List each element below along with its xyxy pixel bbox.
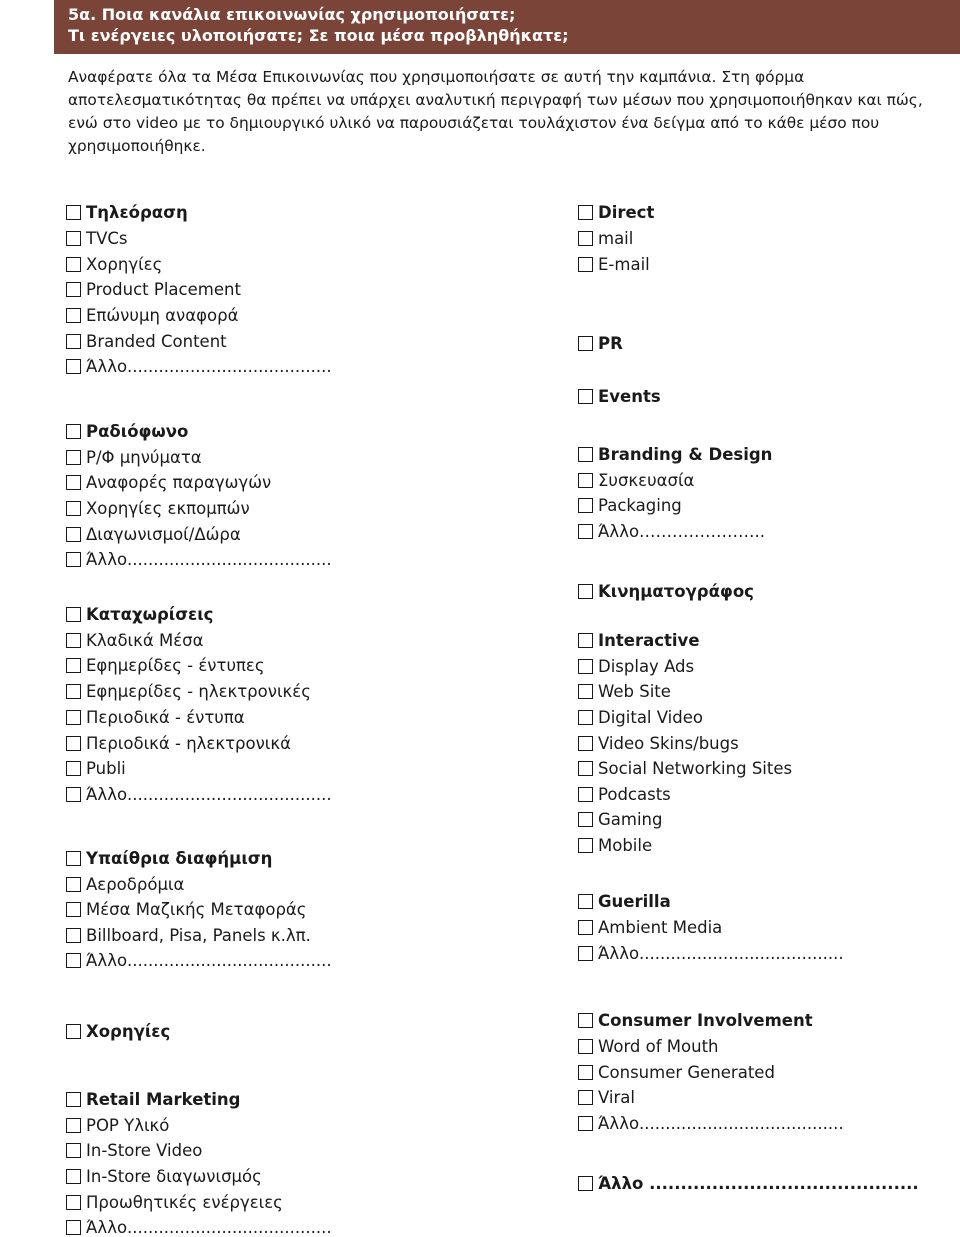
- media-option-checkbox[interactable]: [578, 758, 792, 778]
- media-option-checkbox[interactable]: [578, 495, 682, 515]
- checkbox-label: Επώνυμη αναφορά: [86, 305, 239, 325]
- checkbox-square[interactable]: [66, 1024, 81, 1039]
- checkbox-label: Χορηγίες εκπομπών: [86, 498, 250, 518]
- media-category-checkbox[interactable]: [66, 604, 213, 624]
- checkbox-label: Διαγωνισμοί/Δώρα: [86, 524, 241, 544]
- checkbox-label: Product Placement: [86, 279, 241, 299]
- media-option-checkbox[interactable]: [578, 1087, 635, 1107]
- checkbox-square[interactable]: [66, 953, 81, 968]
- checkbox-square[interactable]: [578, 389, 593, 404]
- checkbox-label: Αεροδρόμια: [86, 874, 185, 894]
- checkbox-square[interactable]: [66, 552, 81, 567]
- checkbox-label: Consumer Generated: [598, 1062, 775, 1082]
- checkbox-square[interactable]: [66, 633, 81, 648]
- checkbox-label: Συσκευασία: [598, 470, 695, 490]
- checkbox-label: Events: [598, 386, 661, 406]
- checkbox-label: Άλλο ...........................................: [598, 1173, 919, 1193]
- checkbox-label: Word of Mouth: [598, 1036, 719, 1056]
- checkbox-square[interactable]: [66, 1143, 81, 1158]
- checkbox-square[interactable]: [578, 447, 593, 462]
- checkbox-square[interactable]: [66, 1195, 81, 1210]
- checkbox-label: Τηλεόραση: [86, 202, 188, 222]
- media-option-checkbox[interactable]: [66, 784, 332, 804]
- checkbox-label: Άλλο.......................................: [86, 950, 332, 970]
- checkbox-label: Branding & Design: [598, 444, 773, 464]
- section-header: [54, 0, 960, 54]
- checkbox-square[interactable]: [66, 658, 81, 673]
- checkbox-square[interactable]: [578, 584, 593, 599]
- checkbox-label: mail: [598, 228, 634, 248]
- checkbox-square[interactable]: [578, 205, 593, 220]
- checkbox-square[interactable]: [578, 710, 593, 725]
- checkbox-label: In-Store Video: [86, 1140, 203, 1160]
- checkbox-label: Branded Content: [86, 331, 227, 351]
- media-option-checkbox[interactable]: [66, 254, 162, 274]
- checkbox-label: Viral: [598, 1087, 635, 1107]
- media-option-checkbox[interactable]: [578, 656, 694, 676]
- media-category-checkbox[interactable]: [66, 1021, 170, 1041]
- checkbox-label: Mobile: [598, 835, 653, 855]
- media-option-checkbox[interactable]: [66, 472, 271, 492]
- checkbox-square[interactable]: [578, 1039, 593, 1054]
- media-category-checkbox[interactable]: [66, 202, 188, 222]
- checkbox-label: TVCs: [86, 228, 128, 248]
- media-option-checkbox[interactable]: [578, 835, 652, 855]
- checkbox-square[interactable]: [66, 902, 81, 917]
- section-title-line-2: Τι ενέργειες υλοποιήσατε; Σε ποια μέσα προβληθήκατε;: [68, 26, 569, 45]
- checkbox-label: Περιοδικά - έντυπα: [86, 707, 245, 727]
- checkbox-label: Interactive: [598, 630, 700, 650]
- checkbox-square[interactable]: [578, 231, 593, 246]
- media-option-checkbox[interactable]: [66, 279, 241, 299]
- checkbox-square[interactable]: [66, 1169, 81, 1184]
- media-option-checkbox[interactable]: [66, 228, 127, 248]
- checkbox-label: Retail Marketing: [86, 1089, 241, 1109]
- checkbox-square[interactable]: [66, 450, 81, 465]
- checkbox-square[interactable]: [578, 812, 593, 827]
- checkbox-square[interactable]: [66, 761, 81, 776]
- media-option-checkbox[interactable]: [66, 1115, 169, 1135]
- checkbox-label: Άλλο…………………..: [598, 521, 766, 541]
- media-option-checkbox[interactable]: [66, 1217, 332, 1237]
- checkbox-label: Social Networking Sites: [598, 758, 793, 778]
- media-category-checkbox[interactable]: [578, 444, 772, 464]
- checkbox-label: Publi: [86, 758, 126, 778]
- media-option-checkbox[interactable]: [578, 470, 694, 490]
- media-category-checkbox[interactable]: [578, 1010, 813, 1030]
- checkbox-square[interactable]: [66, 527, 81, 542]
- checkbox-label: Κλαδικά Μέσα: [86, 630, 204, 650]
- checkbox-square[interactable]: [66, 424, 81, 439]
- media-option-checkbox[interactable]: [578, 254, 650, 274]
- checkbox-label: Άλλο.......................................: [86, 1217, 332, 1237]
- checkbox-label: Billboard, Pisa, Panels κ.λπ.: [86, 925, 311, 945]
- media-option-checkbox[interactable]: [578, 521, 765, 541]
- checkbox-label: Web Site: [598, 681, 671, 701]
- checkbox-square[interactable]: [66, 877, 81, 892]
- media-option-checkbox[interactable]: [578, 1036, 719, 1056]
- media-category-checkbox[interactable]: [578, 581, 754, 601]
- media-option-checkbox[interactable]: [578, 733, 739, 753]
- media-option-checkbox[interactable]: [66, 655, 265, 675]
- checkbox-square[interactable]: [578, 684, 593, 699]
- checkbox-label: Καταχωρίσεις: [86, 604, 214, 624]
- checkbox-square[interactable]: [578, 524, 593, 539]
- checkbox-label: Display Ads: [598, 656, 695, 676]
- media-category-checkbox[interactable]: [578, 202, 654, 222]
- checkbox-label: In-Store διαγωνισμός: [86, 1166, 262, 1186]
- checkbox-square[interactable]: [66, 787, 81, 802]
- instructions-paragraph: Αναφέρατε όλα τα Μέσα Επικοινωνίας που χρησιμοποιήσατε σε αυτή την καμπάνια. Στη φόρμα αποτελεσματικότητας θα πρέπει να υπάρχει αναλυτική περιγραφή των μέσων που χρησιμοποιήθηκαν και πώς, ενώ στο video με το δημιουργικό υλικό να παρουσιάζεται τουλάχιστον ένα δείγμα από το κάθε μέσο που χρησιμοποιήθηκε.: [68, 68, 923, 155]
- media-option-checkbox[interactable]: [66, 758, 126, 778]
- media-option-checkbox[interactable]: [66, 925, 311, 945]
- checkbox-label: Περιοδικά - ηλεκτρονικά: [86, 733, 291, 753]
- checkbox-label: Χορηγίες: [86, 254, 163, 274]
- checkbox-label: Άλλο.......................................: [598, 943, 844, 963]
- media-option-checkbox[interactable]: [578, 1113, 844, 1133]
- media-option-checkbox[interactable]: [578, 943, 844, 963]
- checkbox-label: Gaming: [598, 809, 663, 829]
- media-option-checkbox[interactable]: [66, 356, 332, 376]
- checkbox-label: Guerilla: [598, 891, 671, 911]
- checkbox-square[interactable]: [66, 205, 81, 220]
- media-category-checkbox[interactable]: [578, 891, 671, 911]
- checkbox-square[interactable]: [578, 787, 593, 802]
- media-category-checkbox[interactable]: [578, 1173, 919, 1193]
- media-option-checkbox[interactable]: [578, 228, 633, 248]
- checkbox-label: Podcasts: [598, 784, 671, 804]
- media-option-checkbox[interactable]: [66, 305, 238, 325]
- checkbox-square[interactable]: [66, 501, 81, 516]
- checkbox-label: Προωθητικές ενέργειες: [86, 1192, 283, 1212]
- checkbox-label: Χορηγίες: [86, 1021, 171, 1041]
- media-option-checkbox[interactable]: [66, 447, 202, 467]
- checkbox-square[interactable]: [578, 946, 593, 961]
- checkbox-square[interactable]: [66, 710, 81, 725]
- checkbox-square[interactable]: [578, 336, 593, 351]
- checkbox-square[interactable]: [66, 1092, 81, 1107]
- checkbox-square[interactable]: [578, 659, 593, 674]
- checkbox-square[interactable]: [66, 359, 81, 374]
- media-category-checkbox[interactable]: [66, 848, 272, 868]
- media-option-checkbox[interactable]: [66, 899, 307, 919]
- checkbox-label: Μέσα Μαζικής Μεταφοράς: [86, 899, 307, 919]
- media-option-checkbox[interactable]: [66, 630, 203, 650]
- media-option-checkbox[interactable]: [578, 707, 703, 727]
- media-option-checkbox[interactable]: [578, 681, 671, 701]
- checkbox-square[interactable]: [578, 838, 593, 853]
- checkbox-square[interactable]: [578, 498, 593, 513]
- checkbox-square[interactable]: [66, 475, 81, 490]
- checkbox-label: Άλλο.......................................: [86, 549, 332, 569]
- checkbox-square[interactable]: [578, 257, 593, 272]
- checkbox-square[interactable]: [578, 473, 593, 488]
- media-option-checkbox[interactable]: [66, 874, 184, 894]
- media-option-checkbox[interactable]: [66, 1140, 202, 1160]
- media-category-checkbox[interactable]: [66, 421, 188, 441]
- media-option-checkbox[interactable]: [578, 809, 663, 829]
- checkbox-square[interactable]: [66, 736, 81, 751]
- checkbox-label: Άλλο.......................................: [86, 784, 332, 804]
- checkbox-label: Packaging: [598, 495, 682, 515]
- checkbox-label: Ραδιόφωνο: [86, 421, 189, 441]
- media-option-checkbox[interactable]: [66, 707, 245, 727]
- checkbox-label: Άλλο.......................................: [86, 356, 332, 376]
- checkbox-label: Εφημερίδες - έντυπες: [86, 655, 265, 675]
- checkbox-label: Ambient Media: [598, 917, 723, 937]
- checkbox-square[interactable]: [66, 257, 81, 272]
- checkbox-square[interactable]: [66, 282, 81, 297]
- checkbox-square[interactable]: [578, 894, 593, 909]
- checkbox-square[interactable]: [578, 761, 593, 776]
- media-option-checkbox[interactable]: [578, 917, 722, 937]
- checkbox-label: POP Υλικό: [86, 1115, 170, 1135]
- checkbox-square[interactable]: [578, 1013, 593, 1028]
- media-option-checkbox[interactable]: [66, 498, 250, 518]
- media-option-checkbox[interactable]: [66, 733, 291, 753]
- section-title-line-1: 5α. Ποια κανάλια επικοινωνίας χρησιμοποιήσατε;: [68, 5, 516, 24]
- checkbox-square[interactable]: [66, 1220, 81, 1235]
- checkbox-label: Εφημερίδες - ηλεκτρονικές: [86, 681, 311, 701]
- checkbox-label: Direct: [598, 202, 655, 222]
- media-option-checkbox[interactable]: [66, 950, 332, 970]
- checkbox-label: Υπαίθρια διαφήμιση: [86, 848, 273, 868]
- checkbox-square[interactable]: [578, 1090, 593, 1105]
- checkbox-square[interactable]: [66, 231, 81, 246]
- checkbox-square[interactable]: [578, 736, 593, 751]
- checkbox-square[interactable]: [66, 684, 81, 699]
- checkbox-square[interactable]: [66, 851, 81, 866]
- media-option-checkbox[interactable]: [66, 549, 332, 569]
- media-category-checkbox[interactable]: [66, 1089, 241, 1109]
- media-option-checkbox[interactable]: [578, 784, 671, 804]
- checkbox-square[interactable]: [66, 1118, 81, 1133]
- media-category-checkbox[interactable]: [578, 333, 623, 353]
- checkbox-square[interactable]: [66, 334, 81, 349]
- checkbox-label: Consumer Involvement: [598, 1010, 813, 1030]
- checkbox-square[interactable]: [578, 1116, 593, 1131]
- media-category-checkbox[interactable]: [578, 630, 700, 650]
- media-option-checkbox[interactable]: [66, 1166, 262, 1186]
- checkbox-label: Αναφορές παραγωγών: [86, 472, 272, 492]
- checkbox-square[interactable]: [66, 928, 81, 943]
- media-option-checkbox[interactable]: [66, 681, 311, 701]
- checkbox-label: Digital Video: [598, 707, 703, 727]
- media-option-checkbox[interactable]: [66, 331, 227, 351]
- checkbox-label: Ρ/Φ μηνύματα: [86, 447, 202, 467]
- checkbox-square[interactable]: [66, 308, 81, 323]
- checkbox-label: PR: [598, 333, 623, 353]
- checkbox-square[interactable]: [578, 1065, 593, 1080]
- media-option-checkbox[interactable]: [66, 524, 241, 544]
- checkbox-label: Κινηματογράφος: [598, 581, 754, 601]
- checkbox-label: Άλλο.......................................: [598, 1113, 844, 1133]
- media-option-checkbox[interactable]: [578, 1062, 775, 1082]
- checkbox-label: Video Skins/bugs: [598, 733, 739, 753]
- media-option-checkbox[interactable]: [66, 1192, 283, 1212]
- media-category-checkbox[interactable]: [578, 386, 661, 406]
- checkbox-square[interactable]: [578, 920, 593, 935]
- checkbox-label: E-mail: [598, 254, 650, 274]
- checkbox-square[interactable]: [578, 1176, 593, 1191]
- checkbox-square[interactable]: [578, 633, 593, 648]
- checkbox-square[interactable]: [66, 607, 81, 622]
